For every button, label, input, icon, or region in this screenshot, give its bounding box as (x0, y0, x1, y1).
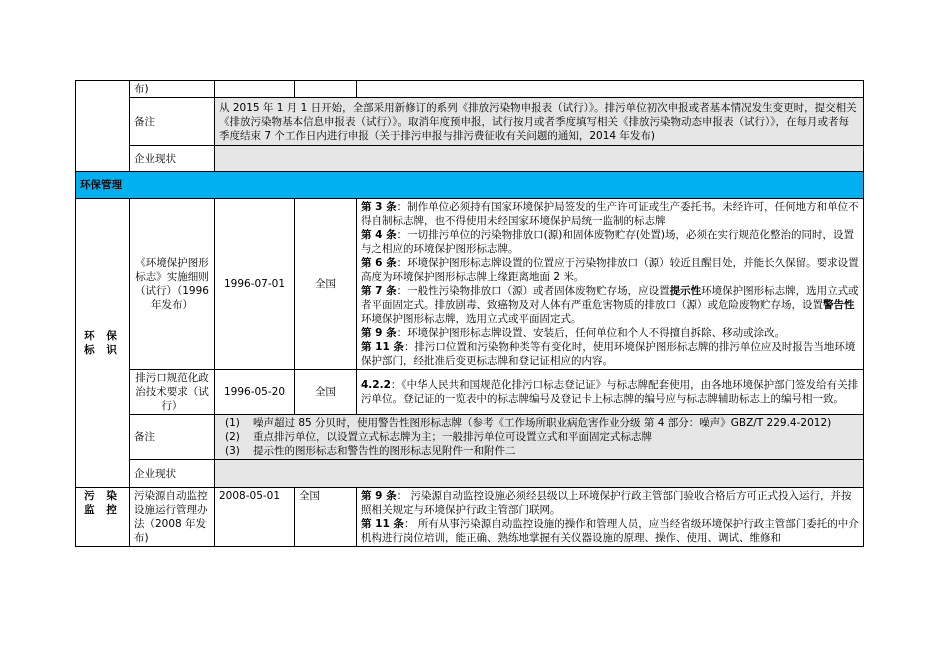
category-cell (76, 81, 130, 172)
table-row (76, 81, 864, 98)
table-row (76, 415, 864, 460)
scope-cell: 全国 (295, 199, 357, 370)
content-cell (357, 81, 864, 98)
content-cell (357, 488, 864, 547)
date-cell: 1996-07-01 (215, 199, 295, 370)
note-label: 备注 (130, 98, 215, 146)
regulation-name-cell: 污染源自动监控设施运行管理办法（2008 年发布) (130, 488, 215, 547)
status-label: 企业现状 (130, 146, 215, 172)
table-row (76, 146, 864, 172)
note-item: (1) 噪声超过 85 分贝时，使用警告性图形标志牌（参考《工作场所职业病危害作业分级 第 4 部分：噪声》GBZ/T 229.4-2012) (225, 417, 832, 429)
note-text (215, 415, 864, 460)
date-cell: 2008-05-01 (215, 488, 295, 547)
table-row (76, 199, 864, 370)
table-row (76, 460, 864, 488)
content-cell (357, 370, 864, 415)
note-item: (2) 重点排污单位，以设置立式标志牌为主；一般排污单位可设置立式和平面固定式标志牌 (225, 431, 652, 443)
article: 第 11 条： 所有从事污染源自动监控设施的操作和管理人员，应当经省级环境保护行政主管部门委托的中介机构进行岗位培训，能正确、熟练地掌握有关仪器设施的原理、操作、使用、调试、维修和 (361, 518, 859, 544)
category-cell: 污 染 监 控 (76, 488, 130, 547)
article: 第 3 条：制作单位必须持有国家环境保护局签发的生产许可证或生产委托书。未经许可，任何地方和单位不得自制标志牌，也不得使用未经国家环境保护局统一监制的标志牌 (361, 201, 859, 227)
regulation-table (75, 80, 864, 547)
status-value (215, 460, 864, 488)
article: 第 7 条：一般性污染物排放口（源）或者固体废物贮存场，应设置提示性环境保护图形标志牌，选用立式或者平面固定式。排放剧毒、致癌物及对人体有严重危害物质的排放口（源）或危险废物贮存场，设置警告性环境保护图形标志牌，选用立式或平面固定式。 (361, 285, 859, 325)
date-cell (215, 81, 295, 98)
scope-cell: 全国 (295, 488, 357, 547)
regulation-name-cell: 排污口规范化政治技术要求（试行） (130, 370, 215, 415)
content-cell (357, 199, 864, 370)
table-row (76, 370, 864, 415)
status-label: 企业现状 (130, 460, 215, 488)
article: 第 9 条： 污染源自动监控设施必须经县级以上环境保护行政主管部门验收合格后方可正式投入运行，并按照相关规定与环境保护行政主管部门联网。 (361, 490, 852, 516)
note-label: 备注 (130, 415, 215, 460)
article: 第 9 条：环境保护图形标志牌设置、安装后，任何单位和个人不得擅自拆除、移动或涂改。 (361, 327, 786, 339)
note-item: (3) 提示性的图形标志和警告性的图形标志见附件一和附件二 (225, 445, 516, 457)
regulation-name-cell: 布) (130, 81, 215, 98)
date-cell: 1996-05-20 (215, 370, 295, 415)
article: 第 4 条：一切排污单位的污染物排放口(源)和固体废物贮存(处置)场，必须在实行规范化整治的同时，设置与之相应的环境保护图形标志牌。 (361, 229, 855, 255)
regulation-name-cell: 《环境保护图形标志》实施细则（试行）（1996 年发布） (130, 199, 215, 370)
scope-cell (295, 81, 357, 98)
scope-cell: 全国 (295, 370, 357, 415)
category-cell: 环 保 标 识 (76, 199, 130, 488)
article: 4.2.2：《中华人民共和国规范化排污口标志登记证》与标志牌配套使用，由各地环境保护部门签发给有关排污单位。登记证的一览表中的标志牌编号及登记卡上标志牌的编号应与标志牌辅助标志上的编号相一致。 (361, 379, 859, 405)
note-text: 从 2015 年 1 月 1 日开始，全部采用新修订的系列《排放污染物申报表（试行）》。排污单位初次申报或者基本情况发生变更时，提交相关《排放污染物基本信息申报表（试行）》。取消年度预申报，试行按月或者季度填写相关《排放污染物动态申报表（试行）》，在每月或者每季度结束 7 个工作日内进行申报（关于排污申报与排污费征收有关问题的通知，2014 年发布) (215, 98, 864, 146)
table-row (76, 488, 864, 547)
section-header (76, 172, 864, 199)
table-row (76, 98, 864, 146)
section-title: 环保管理 (76, 172, 864, 199)
article: 第 11 条：排污口位置和污染物种类等有变化时，使用环境保护图形标志牌的排污单位应及时报告当地环境保护部门，经批准后变更标志牌和登记证相应的内容。 (361, 341, 856, 367)
status-value (215, 146, 864, 172)
article: 第 6 条：环境保护图形标志牌设置的位置应于污染物排放口（源）较近且醒目处，并能长久保留。要求设置高度为环境保护图形标志牌上缘距离地面 2 米。 (361, 257, 859, 283)
